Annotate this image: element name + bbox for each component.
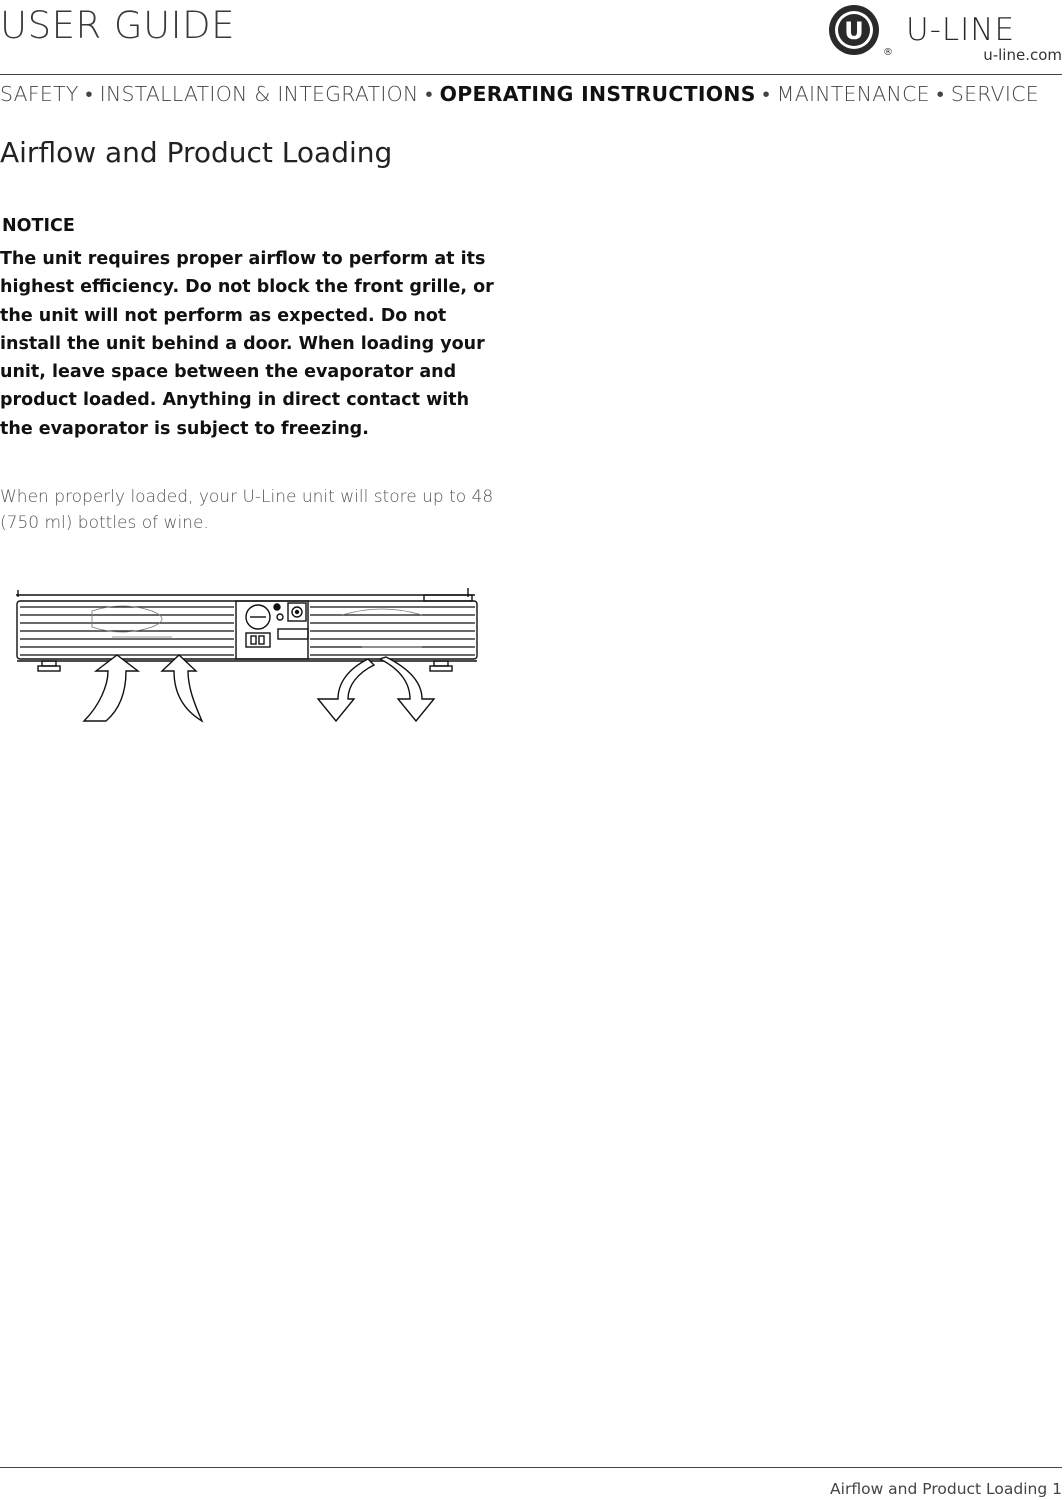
brand-wordmark: U-LINE bbox=[906, 12, 1016, 48]
nav-item-service: SERVICE bbox=[950, 82, 1039, 106]
nav-separator: • bbox=[425, 82, 433, 106]
section-title: Airflow and Product Loading bbox=[0, 136, 393, 169]
nav-separator: • bbox=[936, 82, 945, 106]
nav-item-installation: INSTALLATION & INTEGRATION bbox=[99, 82, 419, 106]
website-url[interactable]: u-line.com bbox=[983, 46, 1062, 64]
registered-mark: ® bbox=[883, 47, 893, 58]
page-footer: Airflow and Product Loading 1 bbox=[830, 1480, 1062, 1498]
airflow-intake-arrow-icon bbox=[84, 655, 202, 721]
airflow-diagram bbox=[12, 585, 482, 730]
nav-item-safety: SAFETY bbox=[0, 82, 79, 106]
notice-heading: NOTICE bbox=[2, 216, 75, 236]
notice-body: The unit requires proper airflow to perform at its highest efficiency. Do not block the front grille, or the unit will not perform as expected. Do not install the unit behind a door. When loading your unit, leave space between the evaporator and product loaded. Anything in direct contact with the evaporator is subject to freezing. bbox=[0, 249, 494, 439]
brand-mark: U bbox=[844, 17, 864, 45]
airflow-exhaust-arrow-icon bbox=[318, 657, 434, 721]
nav-item-operating-instructions: OPERATING INSTRUCTIONS bbox=[439, 82, 756, 106]
header-divider bbox=[0, 74, 1062, 75]
section-nav bbox=[0, 82, 1062, 107]
footer-divider bbox=[0, 1467, 1062, 1468]
nav-separator: • bbox=[85, 82, 93, 106]
nav-separator: • bbox=[762, 82, 770, 106]
document-title: USER GUIDE bbox=[0, 4, 235, 47]
nav-item-maintenance: MAINTENANCE bbox=[776, 82, 930, 106]
body-paragraph: When properly loaded, your U-Line unit will store up to 48 (750 ml) bottles of wine. bbox=[0, 487, 494, 533]
front-grille-icon bbox=[12, 585, 482, 730]
